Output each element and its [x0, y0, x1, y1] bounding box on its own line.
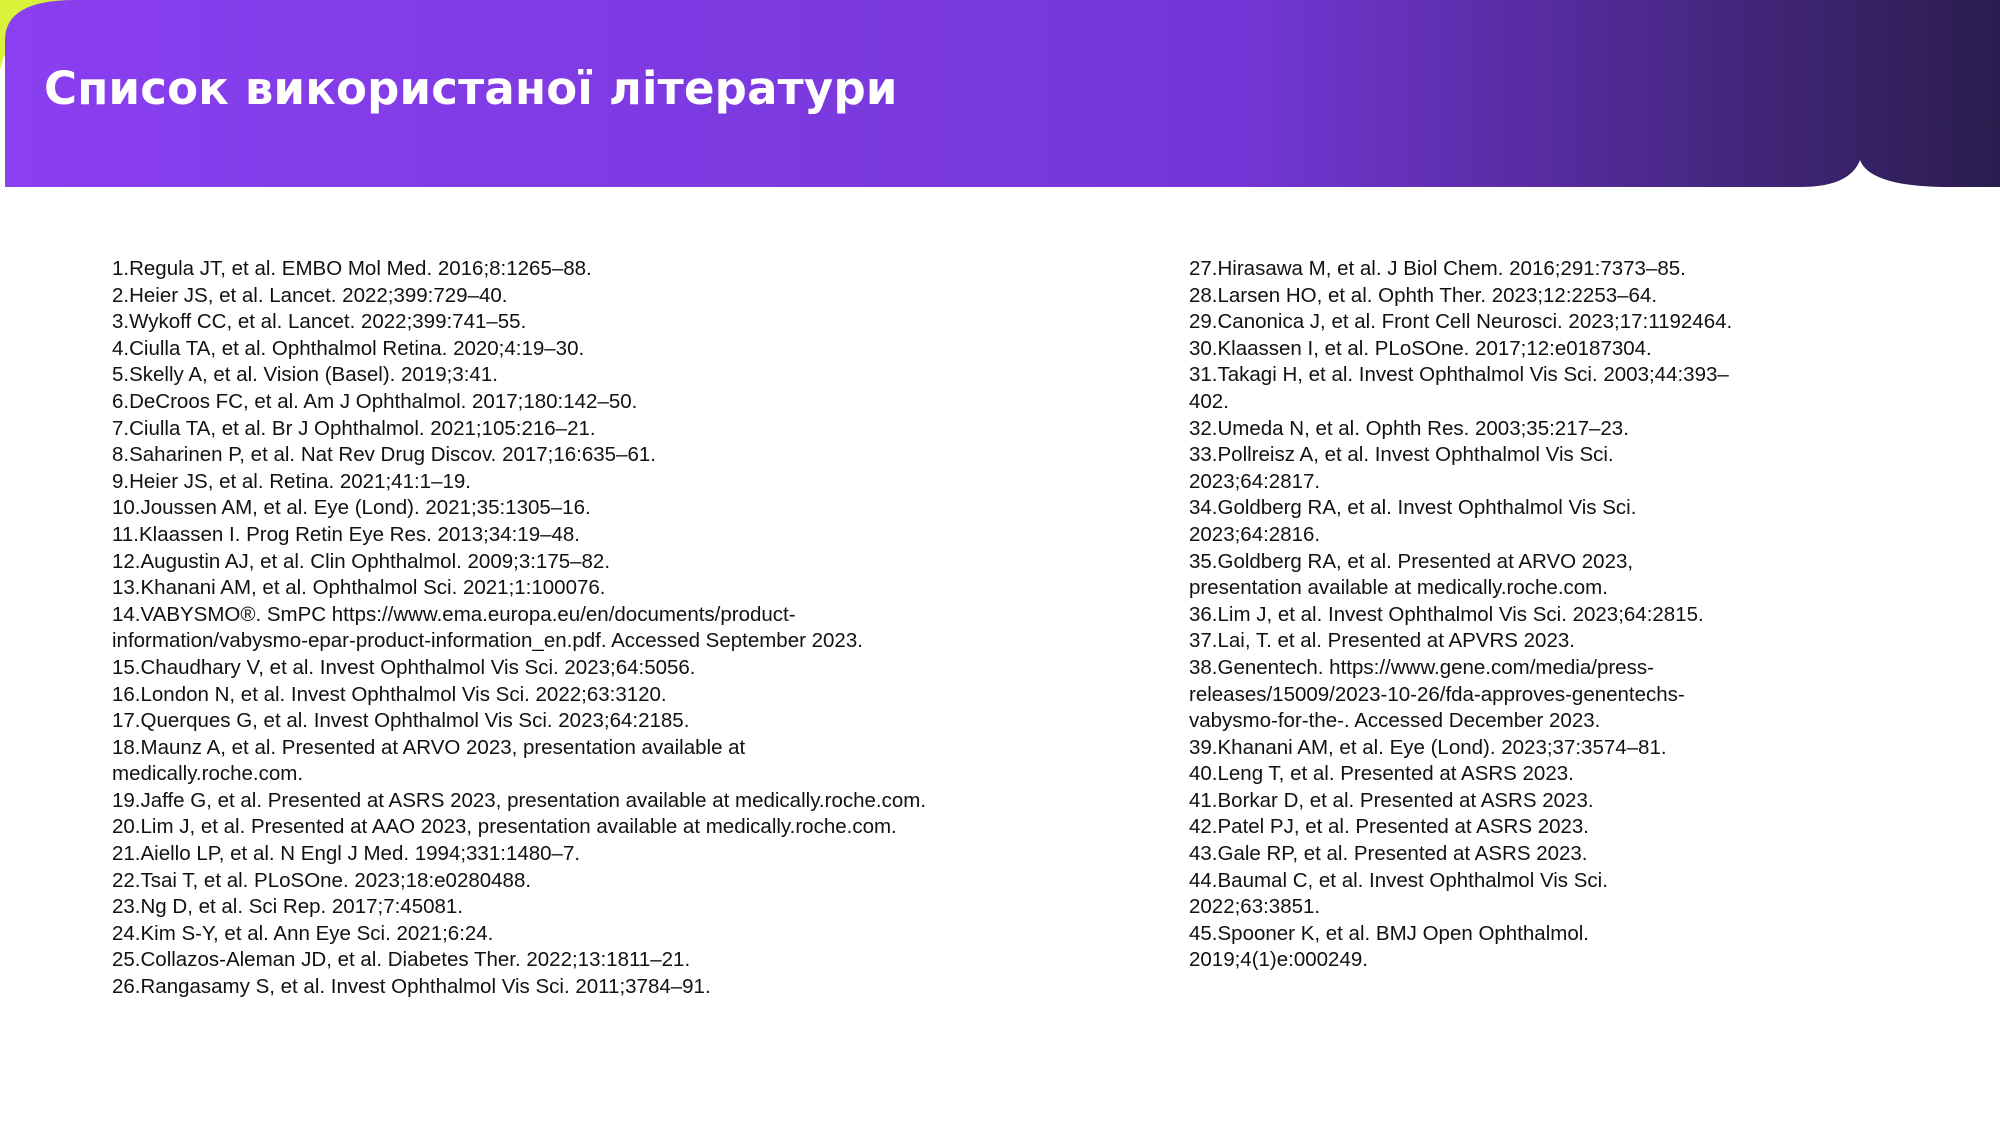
header-banner — [0, 0, 2000, 187]
reference-item: 1.Regula JT, et al. EMBO Mol Med. 2016;8:1265–88. — [112, 257, 592, 280]
reference-item: 30.Klaassen I, et al. PLoSOne. 2017;12:e0187304. — [1189, 336, 1652, 360]
reference-item: 42.Patel PJ, et al. Presented at ASRS 2023. — [1189, 815, 1590, 839]
reference-item: 45.Spooner K, et al. BMJ Open Ophthalmol. 2019;4(1)e:000249. — [1189, 921, 1589, 972]
reference-item: 27.Hirasawa M, et al. J Biol Chem. 2016;291:7373–85. — [1189, 257, 1686, 280]
page-title: Список використаної літератури — [44, 62, 898, 115]
reference-item: 35.Goldberg RA, et al. Presented at ARVO 2023, presentation available at medically.roche.com. — [1189, 549, 1634, 600]
reference-item: 22.Tsai T, et al. PLoSOne. 2023;18:e0280488. — [112, 868, 532, 892]
reference-item: 26.Rangasamy S, et al. Invest Ophthalmol Vis Sci. 2011;3784–91. — [112, 975, 711, 999]
reference-item: 6.DeCroos FC, et al. Am J Ophthalmol. 2017;180:142–50. — [112, 389, 638, 413]
reference-item: 25.Collazos-Aleman JD, et al. Diabetes Ther. 2022;13:1811–21. — [112, 948, 691, 972]
reference-item: 3.Wykoff CC, et al. Lancet. 2022;399:741–55. — [112, 310, 527, 334]
reference-list-right — [1189, 256, 1789, 974]
reference-item: 28.Larsen HO, et al. Ophth Ther. 2023;12:2253–64. — [1189, 283, 1658, 307]
reference-item: 4.Ciulla TA, et al. Ophthalmol Retina. 2020;4:19–30. — [112, 336, 585, 360]
reference-item: 39.Khanani AM, et al. Eye (Lond). 2023;37:3574–81. — [1189, 735, 1667, 759]
reference-item: 9.Heier JS, et al. Retina. 2021;41:1–19. — [112, 469, 471, 493]
reference-item: 34.Goldberg RA, et al. Invest Ophthalmol Vis Sci. 2023;64:2816. — [1189, 496, 1637, 546]
reference-item: 38.Genentech. https://www.gene.com/media/press- releases/15009/2023-10-26/fda-approves-genentechs- vabysmo-for-the-. Accessed December 2023. — [1189, 655, 1685, 733]
reference-item: 24.Kim S-Y, et al. Ann Eye Sci. 2021;6:24. — [112, 921, 494, 945]
reference-item: 33.Pollreisz A, et al. Invest Ophthalmol Vis Sci. 2023;64:2817. — [1189, 443, 1614, 493]
reference-item: 32.Umeda N, et al. Ophth Res. 2003;35:217–23. — [1189, 416, 1629, 440]
reference-item: 20.Lim J, et al. Presented at AAO 2023, presentation available at medically.roche.com. — [112, 815, 897, 839]
reference-item: 44.Baumal C, et al. Invest Ophthalmol Vis Sci. 2022;63:3851. — [1189, 868, 1608, 919]
reference-item: 16.London N, et al. Invest Ophthalmol Vis Sci. 2022;63:3120. — [112, 682, 667, 706]
reference-item: 29.Canonica J, et al. Front Cell Neurosci. 2023;17:1192464. — [1189, 310, 1733, 334]
reference-item: 36.Lim J, et al. Invest Ophthalmol Vis Sci. 2023;64:2815. — [1189, 602, 1704, 626]
reference-item: 31.Takagi H, et al. Invest Ophthalmol Vis Sci. 2003;44:393– 402. — [1189, 363, 1729, 413]
reference-item: 14.VABYSMO®. SmPC https://www.ema.europa.eu/en/documents/product- information/vabysmo-epar-product-information_en.pdf. Accessed September 2023. — [112, 602, 863, 653]
reference-item: 40.Leng T, et al. Presented at ASRS 2023. — [1189, 762, 1574, 786]
reference-item: 15.Chaudhary V, et al. Invest Ophthalmol Vis Sci. 2023;64:5056. — [112, 655, 696, 679]
reference-item: 5.Skelly A, et al. Vision (Basel). 2019;3:41. — [112, 363, 498, 387]
reference-item: 2.Heier JS, et al. Lancet. 2022;399:729–40. — [112, 283, 508, 307]
reference-item: 18.Maunz A, et al. Presented at ARVO 2023, presentation available at medically.roche.com. — [112, 735, 746, 786]
reference-item: 7.Ciulla TA, et al. Br J Ophthalmol. 2021;105:216–21. — [112, 416, 596, 440]
reference-item: 41.Borkar D, et al. Presented at ASRS 2023. — [1189, 788, 1594, 812]
reference-item: 8.Saharinen P, et al. Nat Rev Drug Discov. 2017;16:635–61. — [112, 443, 656, 467]
reference-item: 37.Lai, T. et al. Presented at APVRS 2023. — [1189, 629, 1575, 653]
reference-item: 19.Jaffe G, et al. Presented at ASRS 2023, presentation available at medically.roche.com. — [112, 788, 927, 812]
reference-item: 12.Augustin AJ, et al. Clin Ophthalmol. 2009;3:175–82. — [112, 549, 611, 573]
reference-item: 10.Joussen AM, et al. Eye (Lond). 2021;35:1305–16. — [112, 496, 591, 520]
reference-item: 13.Khanani AM, et al. Ophthalmol Sci. 2021;1:100076. — [112, 576, 606, 600]
reference-item: 11.Klaassen I. Prog Retin Eye Res. 2013;34:19–48. — [112, 522, 581, 546]
reference-item: 17.Querques G, et al. Invest Ophthalmol Vis Sci. 2023;64:2185. — [112, 709, 690, 733]
reference-item: 43.Gale RP, et al. Presented at ASRS 2023. — [1189, 842, 1588, 866]
reference-item: 21.Aiello LP, et al. N Engl J Med. 1994;331:1480–7. — [112, 842, 581, 866]
reference-list-left — [112, 256, 1012, 1001]
reference-item: 23.Ng D, et al. Sci Rep. 2017;7:45081. — [112, 895, 464, 919]
